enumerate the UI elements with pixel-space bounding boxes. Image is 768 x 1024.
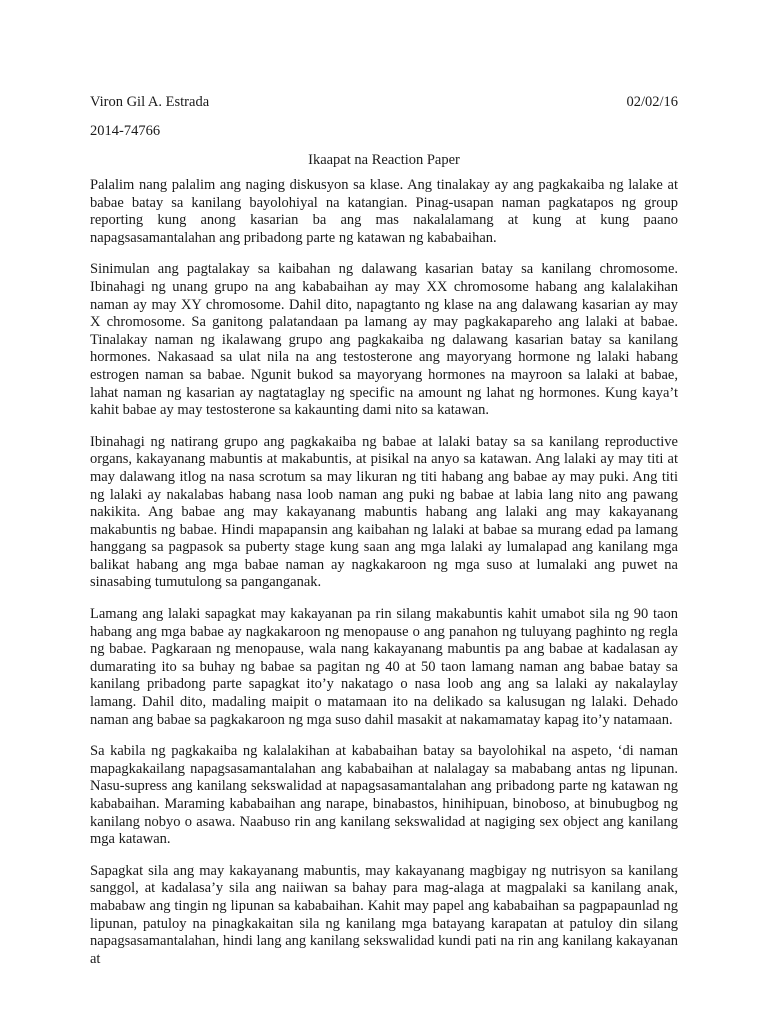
document-header [90,93,678,111]
document-date: 02/02/16 [626,94,678,110]
document-body [90,177,678,982]
paragraph-4: Lamang ang lalaki sapagkat may kakayanan pa rin silang makabuntis kahit umabot sila ng 90 taon habang ang mga babae ay nagkakaroon ng menopause o ang panahon ng tuluyang paghinto ng regla ng babae. Pagkaraan ng menopause, wala nang kakayanang mabuntis pa ang babae at kadalasan ay dumarating ito sa buhay ng babae sa pagitan ng 40 at 50 taon lamang naman ang babae batay sa kanilang pribadong parte sapagkat ito’y nakatago o nasa loob ang ang sa lalaki ay nakalaylay lamang. Dahil dito, madaling maipit o matamaan ito na delikado sa kalusugan ng lalaki. Dehado naman ang babae sa pagkakaroon ng mga suso dahil masakit at nakamamatay kapag ito’y natamaan. [90,606,678,728]
paragraph-5: Sa kabila ng pagkakaiba ng kalalakihan at kababaihan batay sa bayolohikal na aspeto, ‘di naman mapagkakailang napagsasamantalahan ang kababaihan at nalalagay sa mababang antas ng lipunan. Nasu-supress ang kanilang sekswalidad at napagsasamantalahan ang pribadong parte ng katawan ng kababaihan. Maraming kababaihan ang narape, binabastos, hinihipuan, binoboso, at binubugbog ng kanilang nobyo o asawa. Naabuso rin ang kanilang sekswalidad at nagiging sex object ang kanilang mga katawan. [90,743,678,848]
paragraph-1: Palalim nang palalim ang naging diskusyon sa klase. Ang tinalakay ay ang pagkakaiba ng lalake at babae batay sa kanilang bayolohiyal na katangian. Pinag-usapan naman pagkatapos ng group reporting kung anong kasarian ba ang mas nakalalamang at kung at kung paano napagsasamantalahan ang pribadong parte ng katawan ng kababaihan. [90,177,678,246]
paragraph-6: Sapagkat sila ang may kakayanang mabuntis, may kakayanang magbigay ng nutrisyon sa kanilang sanggol, at kadalasa’y sila ang naiiwan sa bahay para mag-alaga at magpalaki sa kanilang anak, mababaw ang tingin ng lipunan sa kababaihan. Kahit may papel ang kababaihan sa pagpapaunlad ng lipunan, patuloy na pinagkakaitan sila ng kanilang mga batayang karapatan at patuloy din silang napagsasamantalahan, hindi lang ang kanilang sekswalidad kundi pati na rin ang kanilang kakayanan at [90,862,678,967]
author-name: Viron Gil A. Estrada [90,94,210,110]
paragraph-2: Sinimulan ang pagtalakay sa kaibahan ng dalawang kasarian batay sa kanilang chromosome. Ibinahagi ng unang grupo na ang kababaihan ay may XX chromosome habang ang kalalakihan naman ay may XY chromosome. Dahil dito, napagtanto ng klase na ang dalawang kasarian ay may X chromosome. Sa ganitong palatandaan pa lamang ay may pagkakapareho ang lalaki at babae. Tinalakay naman ng ikalawang grupo ang pagkakaiba ng dalawang kasarian batay sa kanilang hormones. Nakasaad sa ulat nila na ang testosterone ang mayoryang hormone ng lalaki habang estrogen naman sa babae. Ngunit bukod sa mayoryang hormones na mayroon sa lalaki at babae, lahat naman ng kasarian ay nagtataglay ng specific na amount ng lahat ng hormones. Kung kaya’t kahit babae ay may testosterone sa kakaunting dami nito sa katawan. [90,261,678,419]
document-title: Ikaapat na Reaction Paper [308,152,460,168]
student-number: 2014-74766 [90,123,161,139]
paragraph-3: Ibinahagi ng natirang grupo ang pagkakaiba ng babae at lalaki batay sa sa kanilang reproductive organs, kakayanang mabuntis at makabuntis, at pisikal na anyo sa katawan. Ang lalaki ay may titi at may dalawang itlog na nasa scrotum sa may likuran ng titi habang ang babae ay may puki. Ang titi ng lalaki ay nakalabas habang nasa loob naman ang puki ng babae at labia lang nito ang pawang nakikita. Ang babae ang may kakayanang mabuntis habang ang lalaki ang may kakayanang makabuntis ng babae. Hindi mapapansin ang kaibahan ng lalaki at babae sa murang edad pa lamang hanggang sa pagpasok sa puberty stage kung saan ang mga lalaki ay lumalapad ang kanilang mga balikat habang ang mga babae naman ay nagkakaroon ng mga suso at lumalaki ang puwet na sinasabing tumutulong sa panganganak. [90,433,678,591]
